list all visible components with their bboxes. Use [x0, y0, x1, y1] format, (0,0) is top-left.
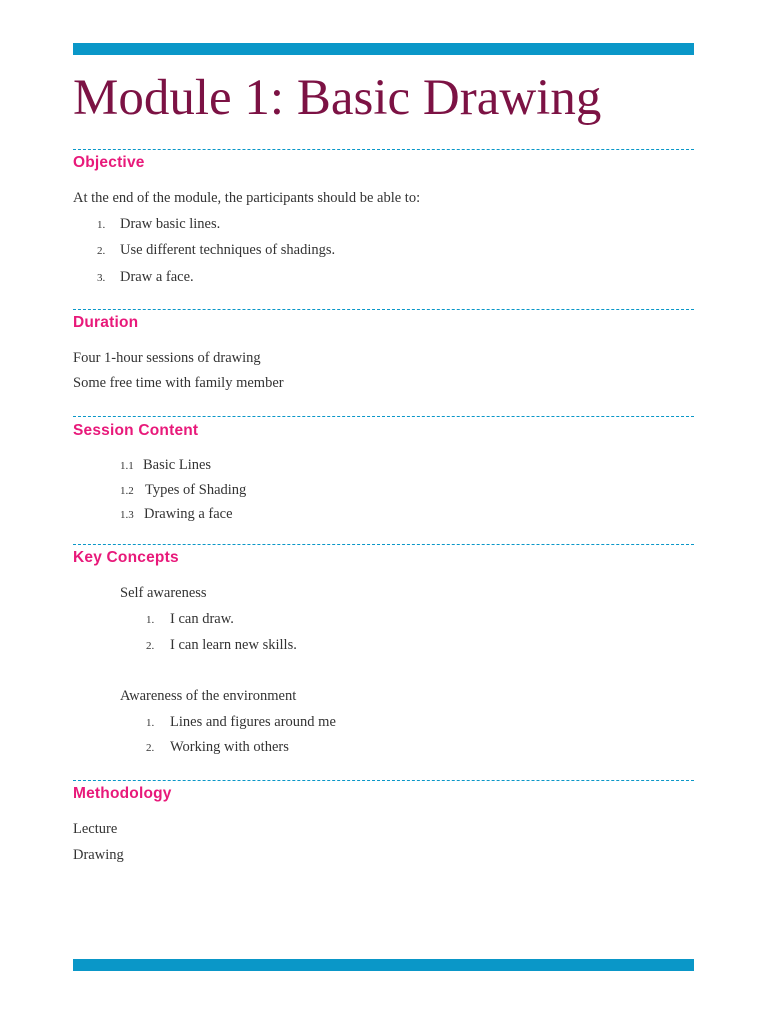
session-item-number: 1.2: [120, 485, 134, 497]
section-divider: [73, 149, 694, 150]
objective-heading: Objective: [73, 154, 145, 171]
session-item: Types of Shading: [145, 482, 247, 498]
page-title: Module 1: Basic Drawing: [73, 70, 602, 126]
section-divider: [73, 780, 694, 781]
top-accent-bar: [73, 43, 694, 55]
session-item-number: 1.1: [120, 460, 134, 472]
section-divider: [73, 416, 694, 417]
section-divider: [73, 309, 694, 310]
session-content-heading: Session Content: [73, 422, 199, 439]
bottom-accent-bar: [73, 959, 694, 971]
concept-group-label: Awareness of the environment: [120, 688, 297, 704]
concept-item: I can learn new skills.: [170, 637, 297, 653]
session-item: Drawing a face: [144, 506, 233, 522]
session-item: Basic Lines: [143, 457, 212, 473]
objective-item-number: 2.: [97, 245, 106, 257]
methodology-heading: Methodology: [73, 785, 172, 802]
concept-item-number: 1.: [146, 717, 155, 729]
duration-line: Some free time with family member: [73, 375, 284, 391]
section-divider: [73, 544, 694, 545]
concept-item-number: 2.: [146, 742, 155, 754]
concept-item-number: 2.: [146, 640, 155, 652]
objective-item: Draw a face.: [120, 269, 194, 285]
concept-item-number: 1.: [146, 614, 155, 626]
key-concepts-heading: Key Concepts: [73, 549, 179, 566]
methodology-line: Drawing: [73, 847, 124, 863]
objective-item-number: 3.: [97, 272, 106, 284]
duration-line: Four 1-hour sessions of drawing: [73, 350, 261, 366]
objective-intro: At the end of the module, the participants should be able to:: [73, 190, 421, 206]
objective-item: Draw basic lines.: [120, 216, 221, 232]
duration-heading: Duration: [73, 314, 139, 331]
concept-item: Working with others: [170, 739, 289, 755]
concept-item: Lines and figures around me: [170, 714, 336, 730]
concept-item: I can draw.: [170, 611, 234, 627]
objective-item: Use different techniques of shadings.: [120, 242, 336, 258]
concept-group-label: Self awareness: [120, 585, 207, 601]
objective-item-number: 1.: [97, 219, 106, 231]
methodology-line: Lecture: [73, 821, 118, 837]
session-item-number: 1.3: [120, 509, 134, 521]
